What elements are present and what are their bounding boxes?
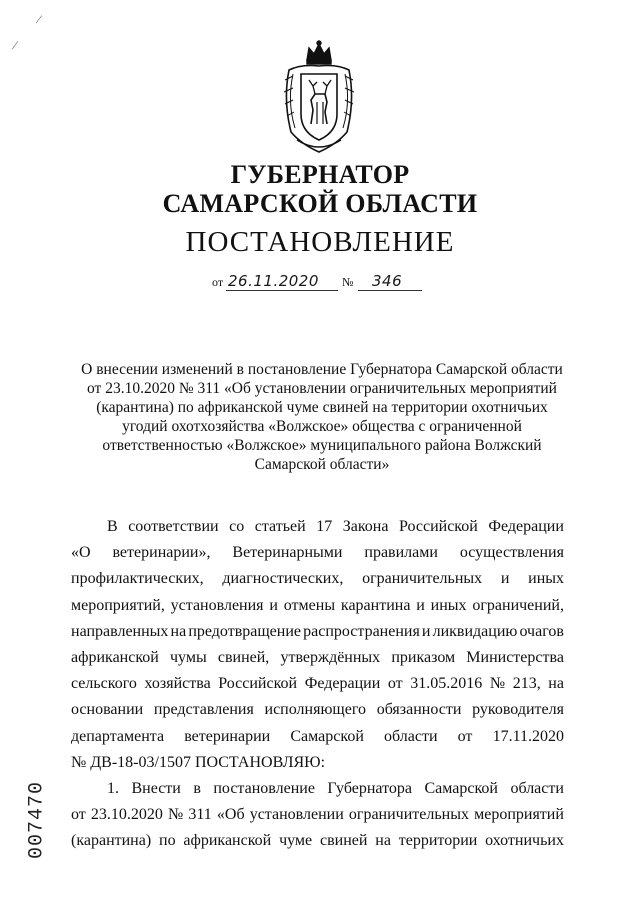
- body-word: распространения: [303, 622, 420, 640]
- body-word: иных: [430, 596, 467, 614]
- body-word: ветеринарии: [184, 727, 271, 745]
- body-word: установления: [170, 596, 264, 614]
- body-word: Губернатора: [327, 779, 412, 797]
- body-word: диагностических,: [222, 570, 344, 588]
- body-word: на: [548, 675, 564, 693]
- body-word: сельского: [71, 675, 137, 693]
- body-word: отмены: [283, 596, 336, 614]
- body-word: ограничительных: [348, 806, 469, 824]
- date-underline: [226, 290, 338, 291]
- body-line: [71, 697, 564, 723]
- samara-coat-of-arms-icon: [281, 40, 357, 158]
- body-word: «Об: [216, 806, 245, 824]
- body-word: №: [168, 806, 184, 824]
- number-label: №: [342, 275, 354, 289]
- body-word: установлении: [249, 806, 344, 824]
- body-word: приказом: [391, 648, 456, 666]
- org-title-line1: ГУБЕРНАТОР: [230, 160, 410, 189]
- body-word: Федерации: [488, 518, 564, 535]
- body-word: (карантина): [71, 832, 152, 850]
- body-word: «О: [71, 544, 91, 562]
- body-word: Закона: [342, 518, 389, 535]
- body-word: от: [387, 675, 403, 693]
- subject-line: Самарской области»: [254, 456, 390, 473]
- scan-mark: ⁄: [38, 12, 41, 26]
- body-word: статьей: [254, 518, 306, 535]
- body-word: 213,: [512, 675, 541, 693]
- body-word: от: [71, 806, 86, 824]
- body-line: [71, 828, 564, 854]
- subject-line: ответственностью «Волжское» муниципального района Волжский: [102, 437, 542, 454]
- subject-line: О внесении изменений в постановление Губернатора Самарской области: [81, 361, 563, 378]
- body-word: Внести: [131, 779, 181, 797]
- subject-line: (карантина) по африканской чуме свиней на территории охотничьих: [96, 399, 548, 416]
- document-date: 26.11.2020: [228, 272, 319, 290]
- body-word: хозяйства: [144, 675, 211, 693]
- body-word: Российской: [398, 518, 478, 535]
- org-title-line2: САМАРСКОЙ ОБЛАСТИ: [162, 189, 478, 218]
- body-word: обязанности: [376, 701, 462, 719]
- body-word: Российской: [218, 675, 298, 693]
- body-word: представления: [153, 701, 254, 719]
- body-word: профилактических,: [71, 570, 204, 588]
- body-word: ограничительных: [362, 570, 483, 588]
- body-word: и: [416, 596, 425, 614]
- body-word: Министерства: [466, 648, 564, 666]
- body-word: Самарской: [290, 727, 364, 745]
- body-word: территории: [398, 832, 478, 850]
- body-word: очагов: [519, 622, 564, 640]
- document-body: [71, 514, 564, 854]
- body-word: охотничьих: [485, 832, 564, 850]
- stamp-number: 007470: [25, 780, 49, 860]
- body-word: направленных: [71, 622, 169, 640]
- body-word: свиней,: [217, 648, 270, 666]
- date-from-label: от: [212, 275, 224, 289]
- body-word: ликвидацию: [432, 622, 518, 640]
- body-word: чуме: [279, 832, 313, 850]
- document-subject: [80, 360, 564, 474]
- body-line: [71, 645, 564, 671]
- body-line: [71, 619, 564, 645]
- body-word: ограничений,: [472, 596, 564, 614]
- document-type: ПОСТАНОВЛЕНИЕ: [185, 226, 455, 258]
- body-word: 17.11.2020: [492, 727, 564, 745]
- registration-stamp: [24, 770, 50, 870]
- body-word: африканской: [71, 648, 159, 666]
- body-word: по: [159, 832, 176, 850]
- body-word: правилами: [364, 544, 438, 562]
- body-word: 23.10.2020: [90, 806, 163, 824]
- body-word: иных: [528, 570, 564, 588]
- body-word: 31.05.2016: [410, 675, 483, 693]
- body-word: Федерации: [304, 675, 381, 693]
- body-word: №: [489, 675, 506, 693]
- subject-line: от 23.10.2020 № 311 «Об установлении ограничительных мероприятий: [87, 380, 557, 397]
- body-word: и: [421, 622, 431, 640]
- body-word: области: [384, 727, 438, 745]
- body-line: [71, 566, 564, 592]
- body-word: и: [500, 570, 510, 588]
- body-word: департамента: [71, 727, 165, 745]
- body-word: Ветеринарными: [232, 544, 343, 562]
- body-word: руководителя: [472, 701, 564, 719]
- body-line: [71, 593, 564, 619]
- body-word: 17: [316, 518, 333, 535]
- body-word: 311: [188, 806, 212, 824]
- body-word: со: [229, 518, 245, 535]
- body-word: основании: [71, 701, 144, 719]
- body-word: мероприятий: [474, 806, 564, 824]
- scan-mark: ⁄: [14, 38, 17, 52]
- body-word: утверждённых: [280, 648, 381, 666]
- body-word: на: [375, 832, 391, 850]
- body-word: предотвращение: [188, 622, 301, 640]
- number-underline: [358, 290, 422, 291]
- body-word: исполняющего: [264, 701, 366, 719]
- body-word: чумы: [170, 648, 207, 666]
- body-word: ветеринарии»,: [112, 544, 211, 562]
- body-line: [71, 540, 564, 566]
- body-line: [71, 802, 564, 828]
- body-word: мероприятий,: [71, 596, 165, 614]
- body-line: [71, 671, 564, 697]
- body-word: карантина: [340, 596, 411, 614]
- body-word: Самарской: [424, 779, 498, 797]
- body-line: № ДВ-18-03/1507 ПОСТАНОВЛЯЮ:: [71, 753, 326, 771]
- body-word: осуществления: [459, 544, 564, 562]
- body-line: [71, 514, 564, 540]
- subject-line: угодий охотхозяйства «Волжское» общества с ограниченной: [122, 418, 522, 435]
- body-word: и: [269, 596, 278, 614]
- body-word: в: [193, 779, 201, 797]
- body-line: [71, 724, 564, 750]
- body-word: африканской: [183, 832, 272, 850]
- body-word: 1.: [107, 779, 119, 797]
- body-word: на: [170, 622, 187, 640]
- body-word: В: [107, 518, 118, 535]
- body-word: от: [457, 727, 473, 745]
- dateline: [212, 270, 452, 294]
- document-number: 346: [372, 272, 403, 290]
- body-word: постановление: [213, 779, 315, 797]
- body-word: соответствии: [128, 518, 219, 535]
- body-word: области: [510, 779, 564, 797]
- body-line: [71, 776, 564, 802]
- body-word: свиней: [319, 832, 368, 850]
